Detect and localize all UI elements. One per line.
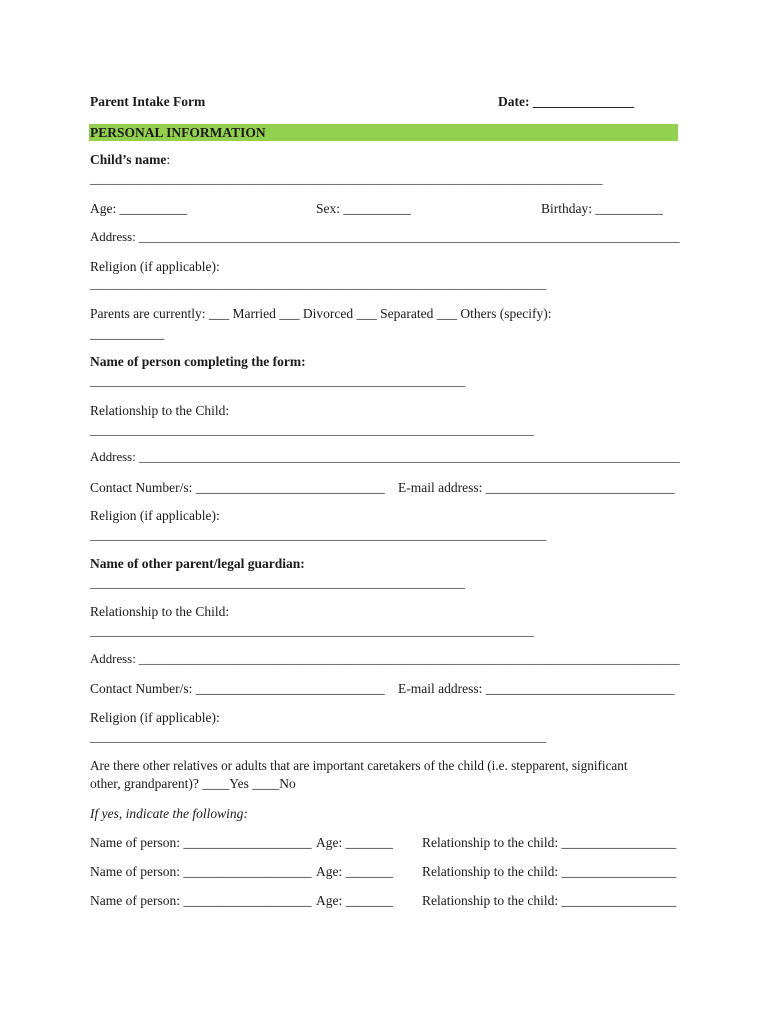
parents-other-line: ___________ bbox=[90, 326, 165, 341]
relative-name-field: Name of person: ___________________ bbox=[90, 864, 312, 879]
child-religion-line: _________________________________________________________________________ bbox=[90, 277, 547, 291]
child-age-field: Age: __________ bbox=[90, 201, 188, 216]
guardian-name-label: Name of other parent/legal guardian: bbox=[90, 556, 305, 571]
child-name-label: Child’s name bbox=[90, 152, 167, 167]
guardian-contact-field: Contact Number/s: ____________________________ bbox=[90, 681, 385, 696]
completer-relationship-label: Relationship to the Child: bbox=[90, 403, 230, 418]
child-name-colon: : bbox=[166, 152, 171, 167]
relative-relationship-field: Relationship to the child: _________________ bbox=[422, 835, 677, 850]
relative-name-field: Name of person: ___________________ bbox=[90, 835, 312, 850]
form-title: Parent Intake Form bbox=[90, 94, 206, 109]
guardian-email-field: E-mail address: ____________________________ bbox=[398, 681, 675, 696]
child-name-line: __________________________________________________________________________________ bbox=[90, 172, 603, 186]
child-name-label-row bbox=[90, 152, 170, 168]
guardian-relationship-line: _______________________________________________________________________ bbox=[90, 624, 534, 638]
completer-address-field: Address: ____________________________________________________________________________________ bbox=[90, 450, 680, 464]
relative-relationship-field: Relationship to the child: _________________ bbox=[422, 893, 677, 908]
child-sex-field: Sex: __________ bbox=[316, 201, 411, 216]
relative-age-field: Age: _______ bbox=[316, 864, 393, 879]
relative-name-field: Name of person: ___________________ bbox=[90, 893, 312, 908]
relative-age-field: Age: _______ bbox=[316, 835, 393, 850]
completer-relationship-line: _______________________________________________________________________ bbox=[90, 423, 534, 437]
relative-age-field: Age: _______ bbox=[316, 893, 393, 908]
section-title: PERSONAL INFORMATION bbox=[90, 125, 266, 140]
date-field: Date: _______________ bbox=[498, 94, 635, 109]
guardian-religion-label: Religion (if applicable): bbox=[90, 710, 220, 725]
completer-contact-field: Contact Number/s: ____________________________ bbox=[90, 480, 385, 495]
relatives-question-line2: other, grandparent)? ____Yes ____No bbox=[90, 776, 296, 791]
completer-email-field: E-mail address: ____________________________ bbox=[398, 480, 675, 495]
section-band bbox=[89, 124, 678, 141]
completer-name-line: ____________________________________________________________ bbox=[90, 374, 465, 388]
completer-religion-label: Religion (if applicable): bbox=[90, 508, 220, 523]
guardian-religion-line: _________________________________________________________________________ bbox=[90, 730, 547, 744]
relatives-question-line1: Are there other relatives or adults that are important caretakers of the child (i.e. stepparent, significant bbox=[90, 758, 628, 773]
relative-relationship-field: Relationship to the child: _________________ bbox=[422, 864, 677, 879]
child-address-field: Address: ____________________________________________________________________________________ bbox=[90, 230, 680, 244]
completer-name-label: Name of person completing the form: bbox=[90, 354, 306, 369]
parents-status-field: Parents are currently: ___ Married ___ Divorced ___ Separated ___ Others (specify): bbox=[90, 306, 552, 321]
child-religion-label: Religion (if applicable): bbox=[90, 259, 220, 274]
completer-religion-line: _________________________________________________________________________ bbox=[90, 528, 547, 542]
relatives-if-yes: If yes, indicate the following: bbox=[90, 806, 248, 821]
child-birthday-field: Birthday: __________ bbox=[541, 201, 663, 216]
guardian-address-field: Address: ____________________________________________________________________________________ bbox=[90, 652, 680, 666]
guardian-relationship-label: Relationship to the Child: bbox=[90, 604, 230, 619]
guardian-name-line: ____________________________________________________________ bbox=[90, 576, 465, 590]
